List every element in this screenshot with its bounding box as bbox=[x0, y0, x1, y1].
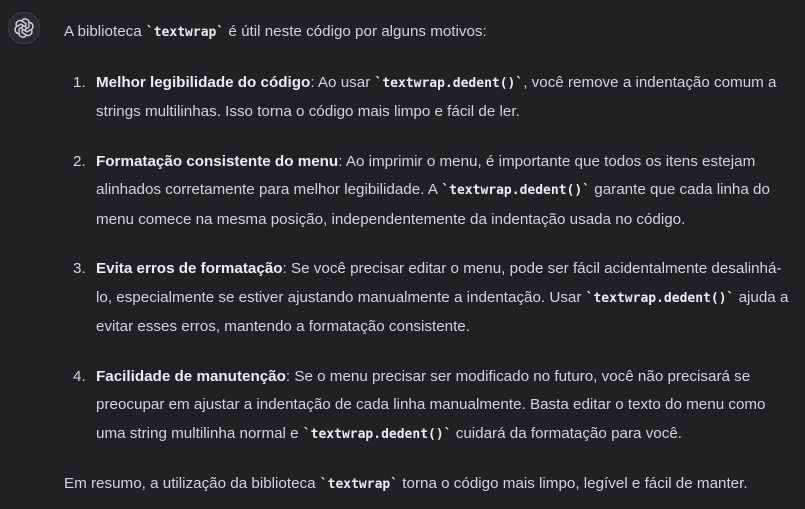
inline-code: `textwrap` bbox=[319, 477, 399, 492]
list-item bbox=[64, 148, 794, 235]
list-item-title: Formatação consistente do menu bbox=[96, 152, 339, 170]
list-item-text: garante que cada linha do menu comece na mesma posição, independentemente da indentação usada no código. bbox=[96, 181, 770, 228]
list-item-title: Evita erros de formatação bbox=[96, 260, 283, 277]
intro-paragraph bbox=[64, 18, 794, 48]
summary-paragraph bbox=[64, 470, 794, 500]
list-item-text: : Se o menu precisar ser modificado no futuro, você não precisará se preocupar em ajustar a indentação de cada linha manualmente. Basta editar o texto do menu como uma string multilinha normal e bbox=[96, 367, 766, 442]
intro-text-suffix: é útil neste código por alguns motivos: bbox=[224, 23, 487, 40]
list-item-number: 4. bbox=[73, 367, 86, 385]
list-item-number: 3. bbox=[73, 260, 86, 277]
summary-text: Em resumo, a utilização da biblioteca bbox=[64, 475, 320, 492]
message-content bbox=[64, 18, 794, 500]
inline-code: `textwrap.dedent()` bbox=[302, 426, 452, 442]
list-item-text: : Ao imprimir o menu, é importante que todos os itens estejam alinhados corretamente para melhor legibilidade. A bbox=[96, 152, 756, 198]
list-item-text: ajuda a evitar esses erros, mantendo a formatação consistente. bbox=[96, 288, 789, 335]
inline-code: `textwrap.dedent()` bbox=[585, 290, 735, 306]
list-item-text: : Ao usar bbox=[310, 73, 375, 91]
list-item bbox=[64, 255, 794, 342]
inline-code: `textwrap.dedent()` bbox=[374, 75, 524, 91]
intro-text: A biblioteca bbox=[64, 23, 146, 40]
inline-code: `textwrap` bbox=[145, 25, 225, 40]
list-item-text: : Se você precisar editar o menu, pode ser fácil acidentalmente desalinhá-lo, especialmente se estiver ajustando manualmente a indentação. Usar bbox=[96, 260, 782, 306]
inline-code: `textwrap.dedent()` bbox=[441, 183, 591, 198]
list-item bbox=[64, 69, 794, 127]
list-item-number: 2. bbox=[73, 152, 86, 170]
openai-logo-icon bbox=[8, 12, 40, 44]
list-item-text: cuidará da formatação para você. bbox=[451, 424, 683, 442]
summary-text-suffix: torna o código mais limpo, legível e fácil de manter. bbox=[398, 475, 748, 492]
list-item-text: , você remove a indentação comum a strings multilinhas. Isso torna o código mais limpo e fácil de ler. bbox=[96, 73, 777, 120]
list-item-title: Melhor legibilidade do código bbox=[96, 73, 311, 91]
list-item bbox=[64, 363, 794, 450]
list-item-number: 1. bbox=[73, 73, 86, 91]
reasons-list bbox=[64, 69, 794, 450]
list-item-title: Facilidade de manutenção bbox=[96, 367, 286, 385]
